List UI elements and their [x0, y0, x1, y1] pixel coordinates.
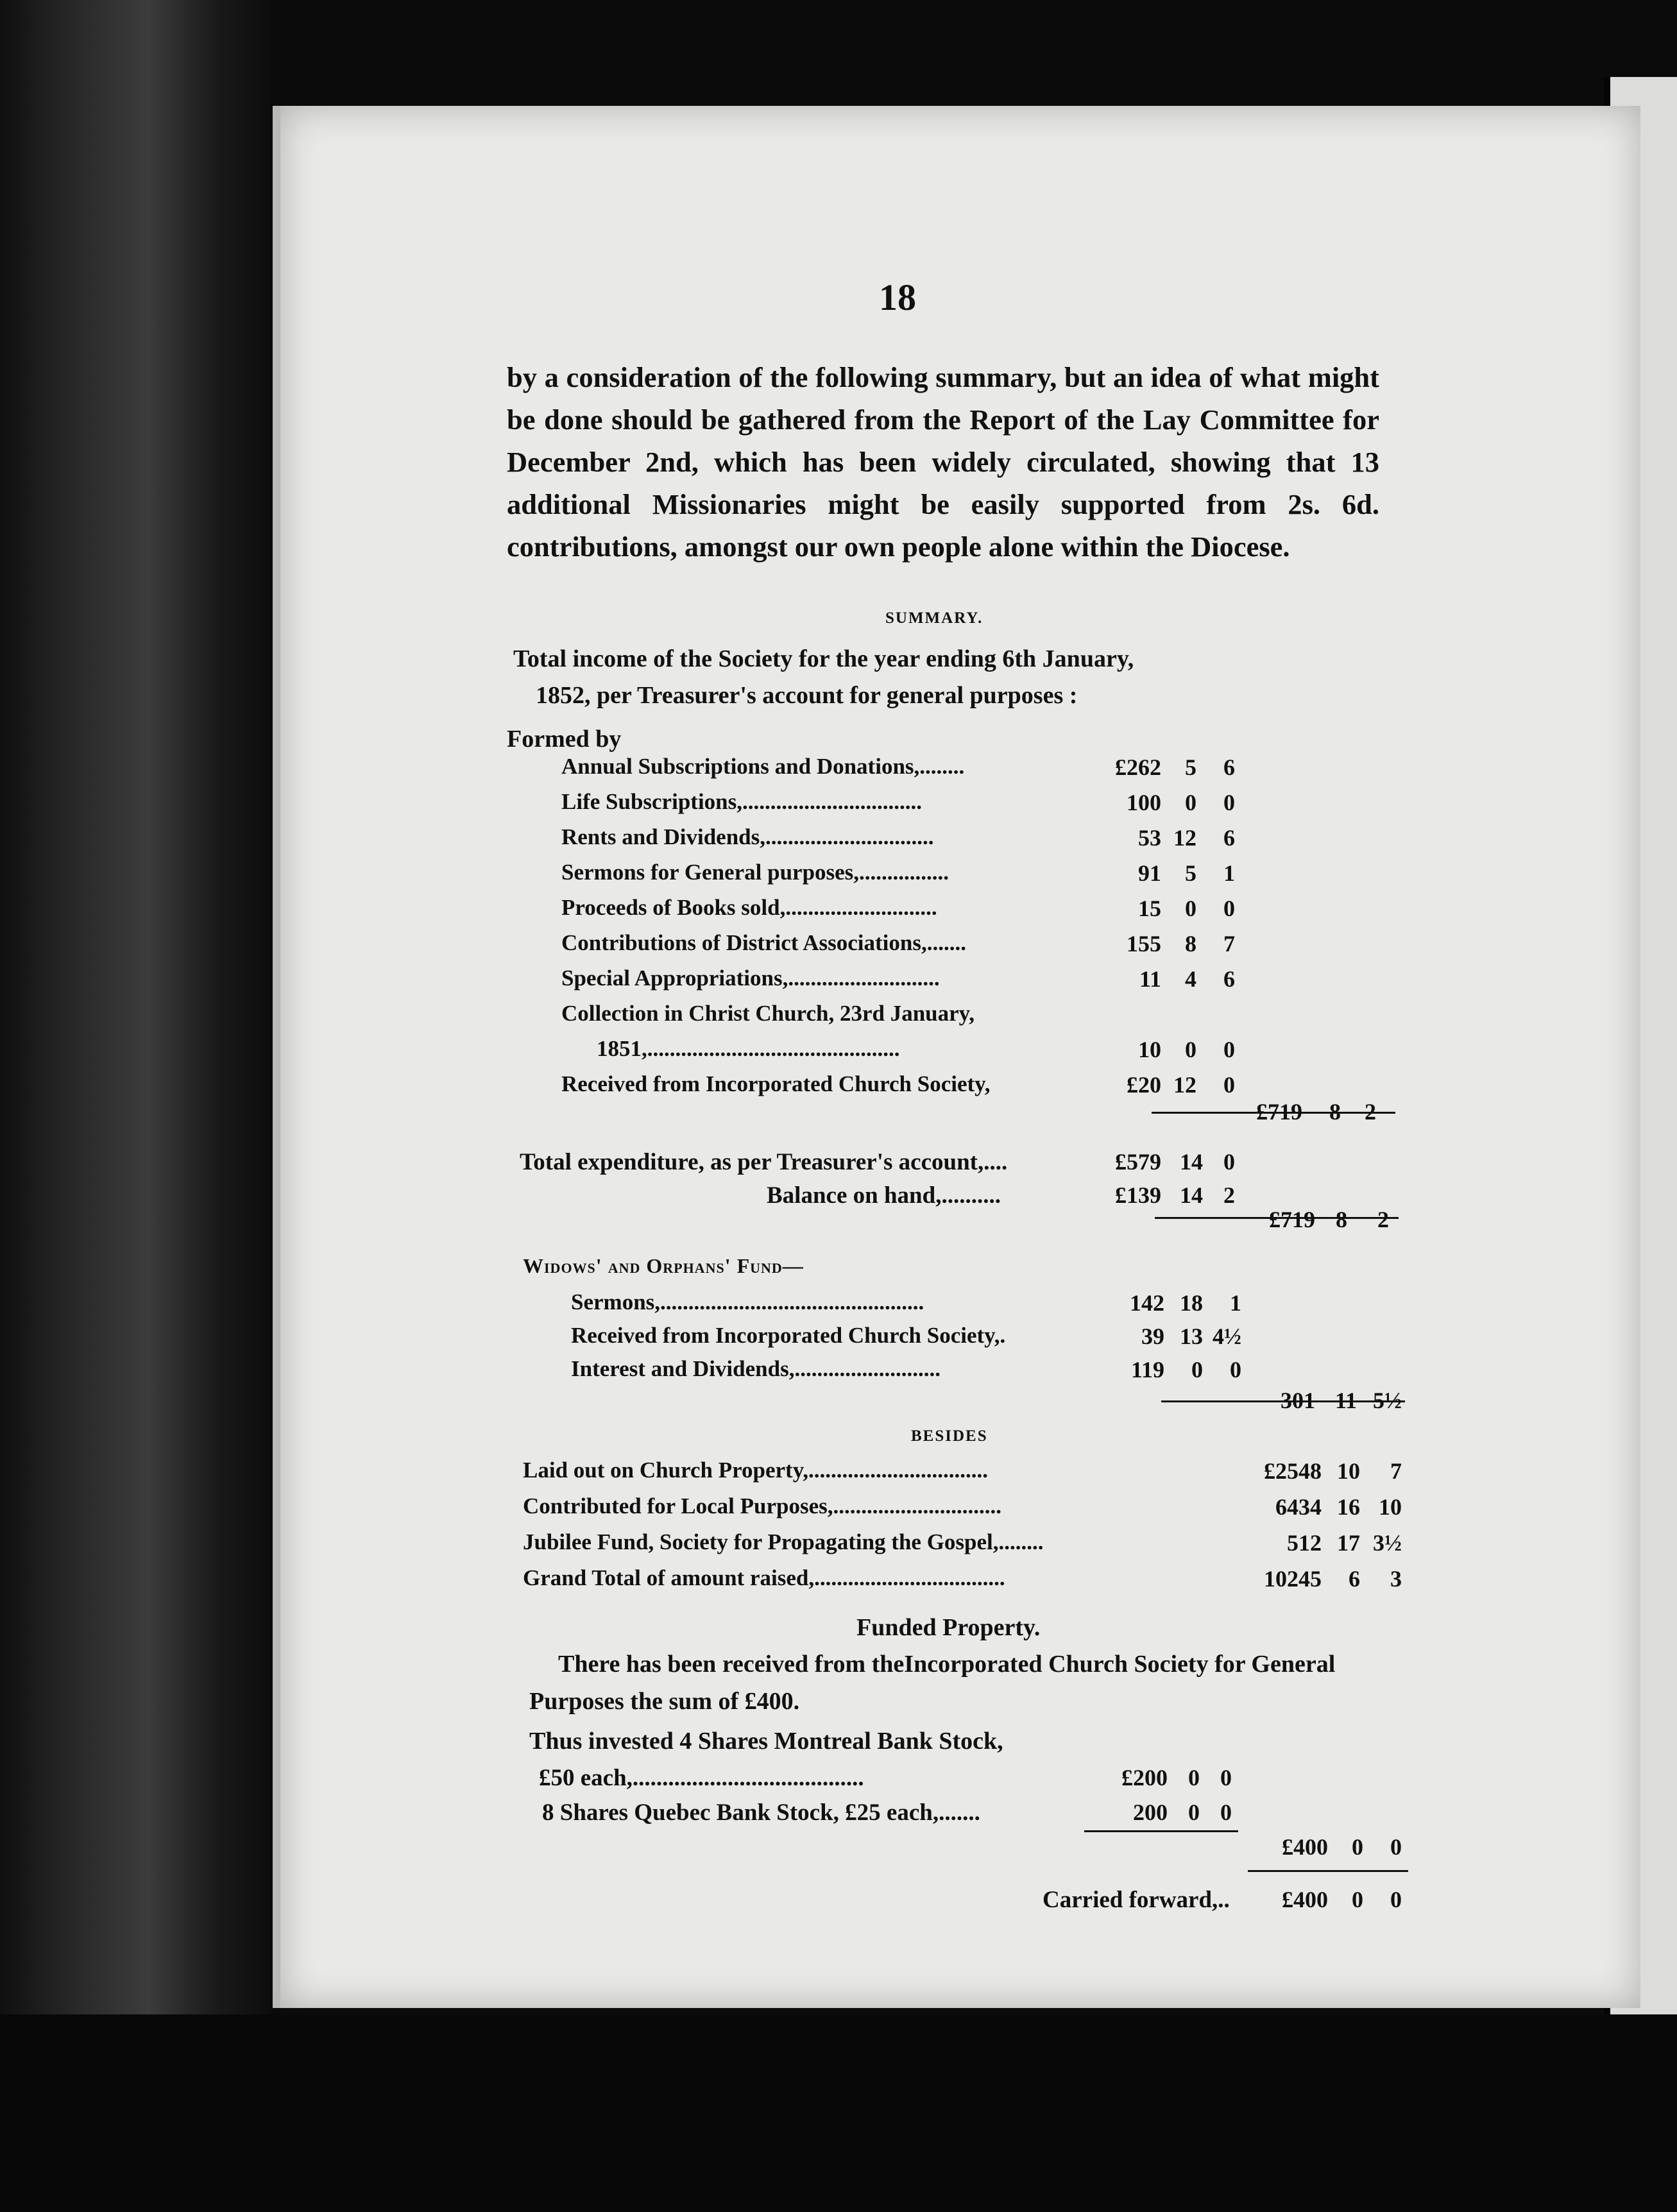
row-amount-d: 3½ [1373, 1530, 1402, 1556]
row-amount-d: 10 [1379, 1494, 1402, 1520]
row-amount-d: 0 [1223, 896, 1235, 921]
row-amount-d: 7 [1223, 931, 1235, 957]
row-amount-l: 15 [1138, 896, 1161, 921]
balance-d: 2 [1223, 1182, 1235, 1208]
row-label: Interest and Dividends,.......................... [571, 1356, 941, 1381]
row-amount-s: 18 [1180, 1290, 1203, 1316]
row-label: Special Appropriations,........................... [561, 966, 940, 991]
row-amount-d: 6 [1223, 825, 1235, 851]
row-amount-s: 12 [1173, 825, 1196, 851]
row-label: Annual Subscriptions and Donations,........ [561, 754, 965, 779]
funded-line1: There has been received from theIncorporated Church Society for General [558, 1651, 1336, 1678]
row-label: Contributed for Local Purposes,.............................. [523, 1493, 1002, 1519]
row-label: Jubilee Fund, Society for Propagating the Gospel,........ [523, 1529, 1044, 1554]
summary-intro-line2: 1852, per Treasurer's account for general purposes : [536, 682, 1078, 709]
row-amount-s: 13 [1180, 1323, 1203, 1349]
balance-total-s: 8 [1336, 1207, 1347, 1232]
row-amount-d: 1 [1223, 860, 1235, 886]
row-amount-s: 10 [1337, 1458, 1360, 1484]
carried-l: £400 [1282, 1887, 1328, 1912]
balance-l: £139 [1115, 1182, 1161, 1208]
row-amount-d: 4½ [1213, 1323, 1241, 1349]
row-amount-s: 0 [1185, 1037, 1196, 1062]
row-amount-d: 0 [1223, 1072, 1235, 1098]
row-amount-s: 17 [1337, 1530, 1360, 1556]
row-label: Contributions of District Associations,....... [561, 930, 966, 955]
funded-total-l: £400 [1282, 1834, 1328, 1860]
invest-line1: Thus invested 4 Shares Montreal Bank Stock, [529, 1728, 1003, 1755]
summary-intro-line1: Total income of the Society for the year ending 6th January, [513, 645, 1134, 672]
row-amount-d: 0 [1223, 1037, 1235, 1062]
row-label: Life Subscriptions,................................ [561, 789, 922, 814]
row-amount-s: 0 [1185, 896, 1196, 921]
carried-s: 0 [1352, 1887, 1363, 1912]
row-amount-l: 155 [1127, 931, 1161, 957]
widows-total-d: 5½ [1373, 1388, 1402, 1413]
row-label: Laid out on Church Property,................................ [523, 1458, 989, 1483]
row-amount-l: 39 [1141, 1323, 1164, 1349]
besides-heading: BESIDES [911, 1427, 988, 1445]
row-label: Received from Incorporated Church Society, [561, 1071, 991, 1096]
row-amount-s: 0 [1185, 790, 1196, 815]
row-label: Sermons for General purposes,................ [561, 860, 949, 885]
invest1-l: £200 [1121, 1765, 1168, 1791]
row-amount-l: 6434 [1275, 1494, 1322, 1520]
funded-property-heading: Funded Property. [856, 1614, 1041, 1641]
row-amount-l: 11 [1139, 966, 1161, 992]
row-amount-s: 4 [1185, 966, 1196, 992]
row-amount-l: 53 [1138, 825, 1161, 851]
balance-total-l: £719 [1269, 1207, 1315, 1232]
formed-by-label: Formed by [507, 726, 622, 753]
row-amount-s: 16 [1337, 1494, 1360, 1520]
row-amount-s: 8 [1185, 931, 1196, 957]
invest-line2: £50 each,....................................... [539, 1765, 864, 1791]
widows-total-l: 301 [1281, 1388, 1315, 1413]
balance-label: Balance on hand,.......... [767, 1182, 1001, 1209]
row-amount-s: 5 [1185, 860, 1196, 886]
summary-heading: SUMMARY. [885, 609, 983, 627]
row-label: 1851,............................................. [597, 1036, 900, 1061]
row-amount-s: 6 [1349, 1566, 1360, 1592]
income-total-s: 8 [1329, 1099, 1341, 1125]
row-amount-d: 1 [1230, 1290, 1241, 1316]
funded-total-d: 0 [1390, 1834, 1402, 1860]
widows-fund-heading: Widows' and Orphans' Fund— [523, 1254, 804, 1277]
row-amount-l: 119 [1130, 1357, 1164, 1382]
row-amount-l: 91 [1138, 860, 1161, 886]
intro-paragraph: by a consideration of the following summary, but an idea of what might be done should be gathered from the Report of the Lay Committee for December 2nd, which has been widely circulated, showing that 13 additional Missionaries might be easily supported from 2s. 6d. contributions, amongst our own people alone within the Diocese. [507, 361, 1379, 563]
carried-d: 0 [1390, 1887, 1402, 1912]
balance-s: 14 [1180, 1182, 1203, 1208]
row-label: Collection in Christ Church, 23rd January, [561, 1001, 975, 1026]
row-amount-s: 5 [1185, 754, 1196, 780]
row-amount-s: 12 [1173, 1072, 1196, 1098]
expenditure-l: £579 [1115, 1149, 1161, 1175]
row-amount-s: 0 [1191, 1357, 1203, 1382]
income-total-d: 2 [1365, 1099, 1376, 1125]
row-amount-l: £262 [1115, 754, 1161, 780]
balance-total-d: 2 [1377, 1207, 1389, 1232]
expenditure-d: 0 [1223, 1149, 1235, 1175]
expenditure-label: Total expenditure, as per Treasurer's account,.... [520, 1149, 1008, 1175]
row-amount-l: £2548 [1264, 1458, 1322, 1484]
invest2-d: 0 [1220, 1799, 1232, 1825]
row-amount-d: 3 [1390, 1566, 1402, 1592]
row-label: Proceeds of Books sold,........................... [561, 895, 937, 920]
row-label: Grand Total of amount raised,.................................. [523, 1565, 1005, 1590]
invest-rule [1084, 1830, 1238, 1832]
row-label: Sermons,............................................... [571, 1289, 924, 1314]
carried-forward-label: Carried forward,.. [1043, 1887, 1230, 1913]
row-amount-d: 7 [1390, 1458, 1402, 1484]
row-amount-l: 100 [1127, 790, 1161, 815]
row-amount-l: 10245 [1264, 1566, 1322, 1592]
expenditure-s: 14 [1180, 1149, 1203, 1175]
invest1-d: 0 [1220, 1765, 1232, 1791]
row-amount-d: 0 [1223, 790, 1235, 815]
invest1-s: 0 [1188, 1765, 1200, 1791]
row-amount-l: 142 [1130, 1290, 1164, 1316]
row-label: Rents and Dividends,.............................. [561, 824, 934, 849]
page-number: 18 [879, 276, 916, 318]
row-amount-d: 6 [1223, 754, 1235, 780]
row-amount-l: 10 [1138, 1037, 1161, 1062]
income-total-l: £719 [1256, 1099, 1302, 1125]
row-amount-l: £20 [1127, 1072, 1161, 1098]
invest2-l: 200 [1133, 1799, 1168, 1825]
funded-total-s: 0 [1352, 1834, 1363, 1860]
funded-line2: Purposes the sum of £400. [529, 1688, 800, 1715]
row-amount-d: 0 [1230, 1357, 1241, 1382]
row-amount-l: 512 [1287, 1530, 1322, 1556]
invest-line3: 8 Shares Quebec Bank Stock, £25 each,....... [542, 1799, 980, 1826]
carried-rule [1248, 1870, 1408, 1872]
invest2-s: 0 [1188, 1799, 1200, 1825]
row-amount-d: 6 [1223, 966, 1235, 992]
row-label: Received from Incorporated Church Society,. [571, 1323, 1006, 1348]
widows-total-s: 11 [1334, 1388, 1357, 1413]
